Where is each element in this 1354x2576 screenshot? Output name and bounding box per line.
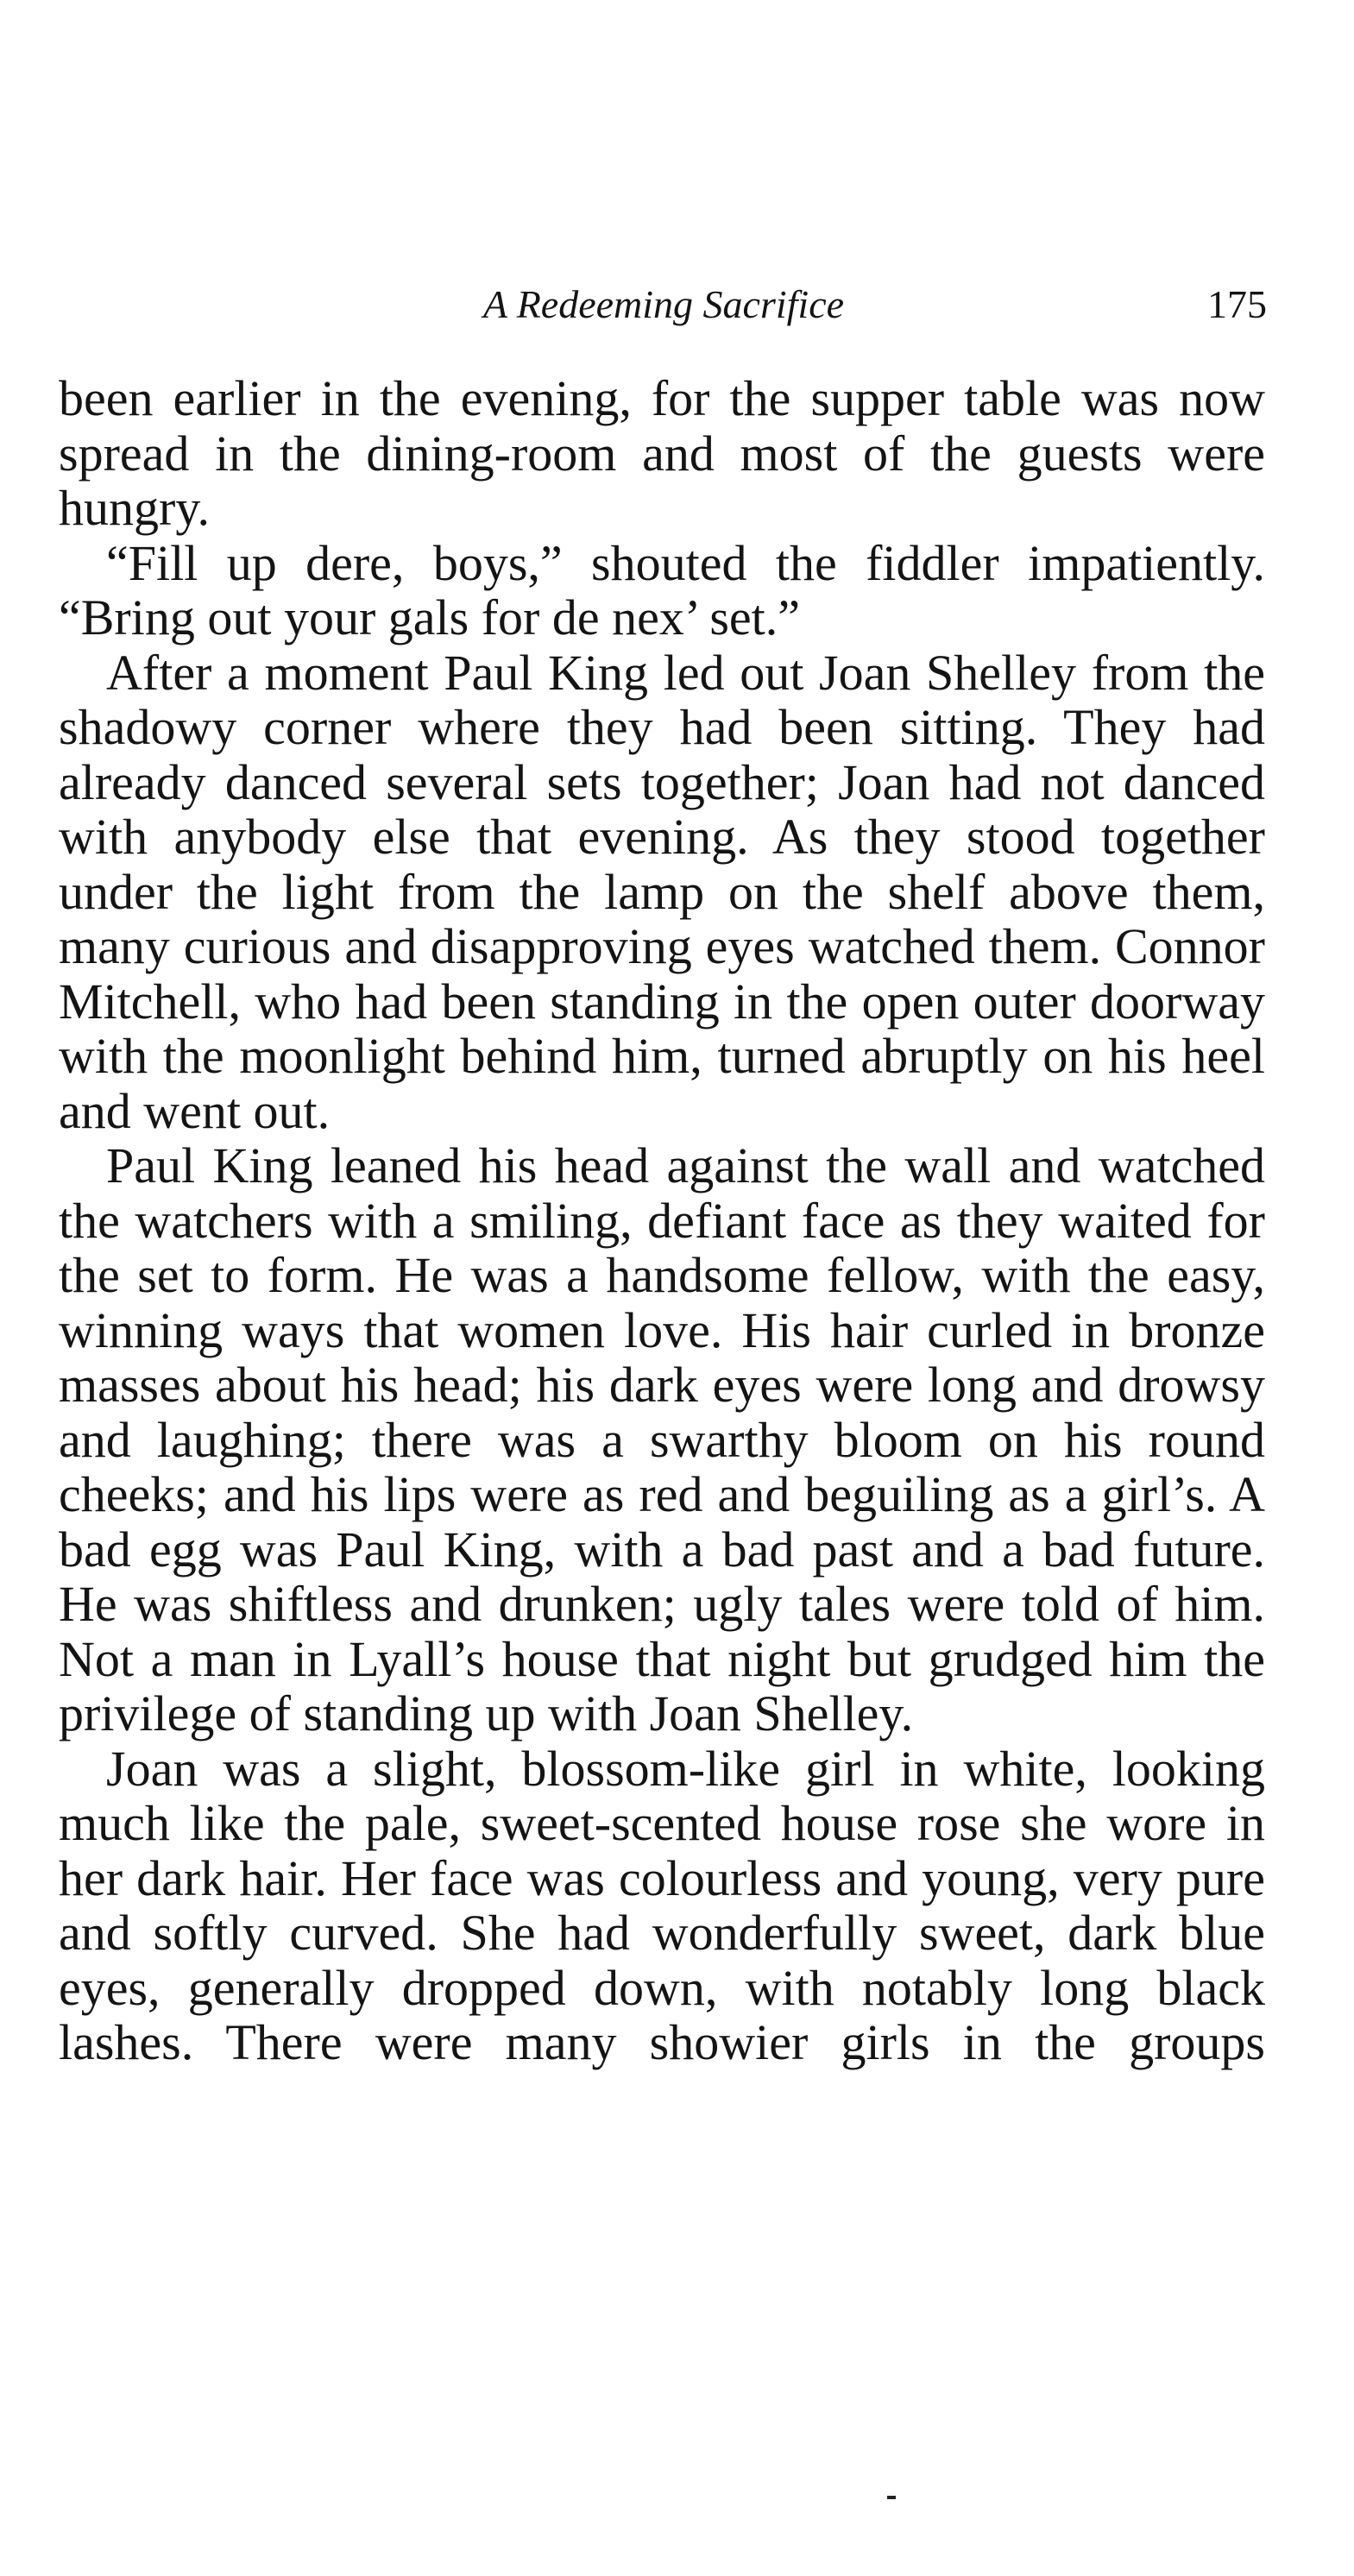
page-number: 175 <box>1207 282 1267 326</box>
paragraph-fiddler: “Fill up dere, boys,” shouted the fiddler impatiently. “Bring out your gals for de nex’ set.” <box>59 534 1265 646</box>
running-title: A Redeeming Sacrifice <box>482 282 845 326</box>
paragraph-joan: Joan was a slight, blossom-like girl in white, looking much like the pale, sweet-scented house rose she wore in her dark hair. Her face was colourless and young, very pure and softly curved. She had wonderfully sweet, dark blue eyes, generally dropped down, with notably long black lashes. There were many showier girls in the groups <box>59 1740 1265 2070</box>
paragraph-paul-leads-joan: After a moment Paul King led out Joan Shelley from the shadowy corner where they had been sitting. They had already danced several sets together; Joan had not danced with anybody else that evening. As they stood together under the light from the lamp on the shelf above them, many curious and disapproving eyes watched them. Connor Mitchell, who had been standing in the open outer doorway with the moonlight behind him, turned abruptly on his heel and went out. <box>59 644 1265 1139</box>
paragraph-continued: been earlier in the evening, for the supper table was now spread in the dining-room and most of the guests were hungry. <box>59 370 1265 536</box>
running-head <box>60 274 1267 335</box>
paragraph-paul-king: Paul King leaned his head against the wall and watched the watchers with a smiling, defiant face as they waited for the set to form. He was a handsome fellow, with the easy, winning ways that women love. His hair curled in bronze masses about his head; his dark eyes were long and drowsy and laughing; there was a swarthy bloom on his round cheeks; and his lips were as red and beguiling as a girl’s. A bad egg was Paul King, with a bad past and a bad future. He was shiftless and drunken; ugly tales were told of him. Not a man in Lyall’s house that night but grudged him the privilege of standing up with Joan Shelley. <box>59 1137 1265 1741</box>
body-text <box>59 371 1265 2070</box>
print-mark <box>887 2496 896 2499</box>
